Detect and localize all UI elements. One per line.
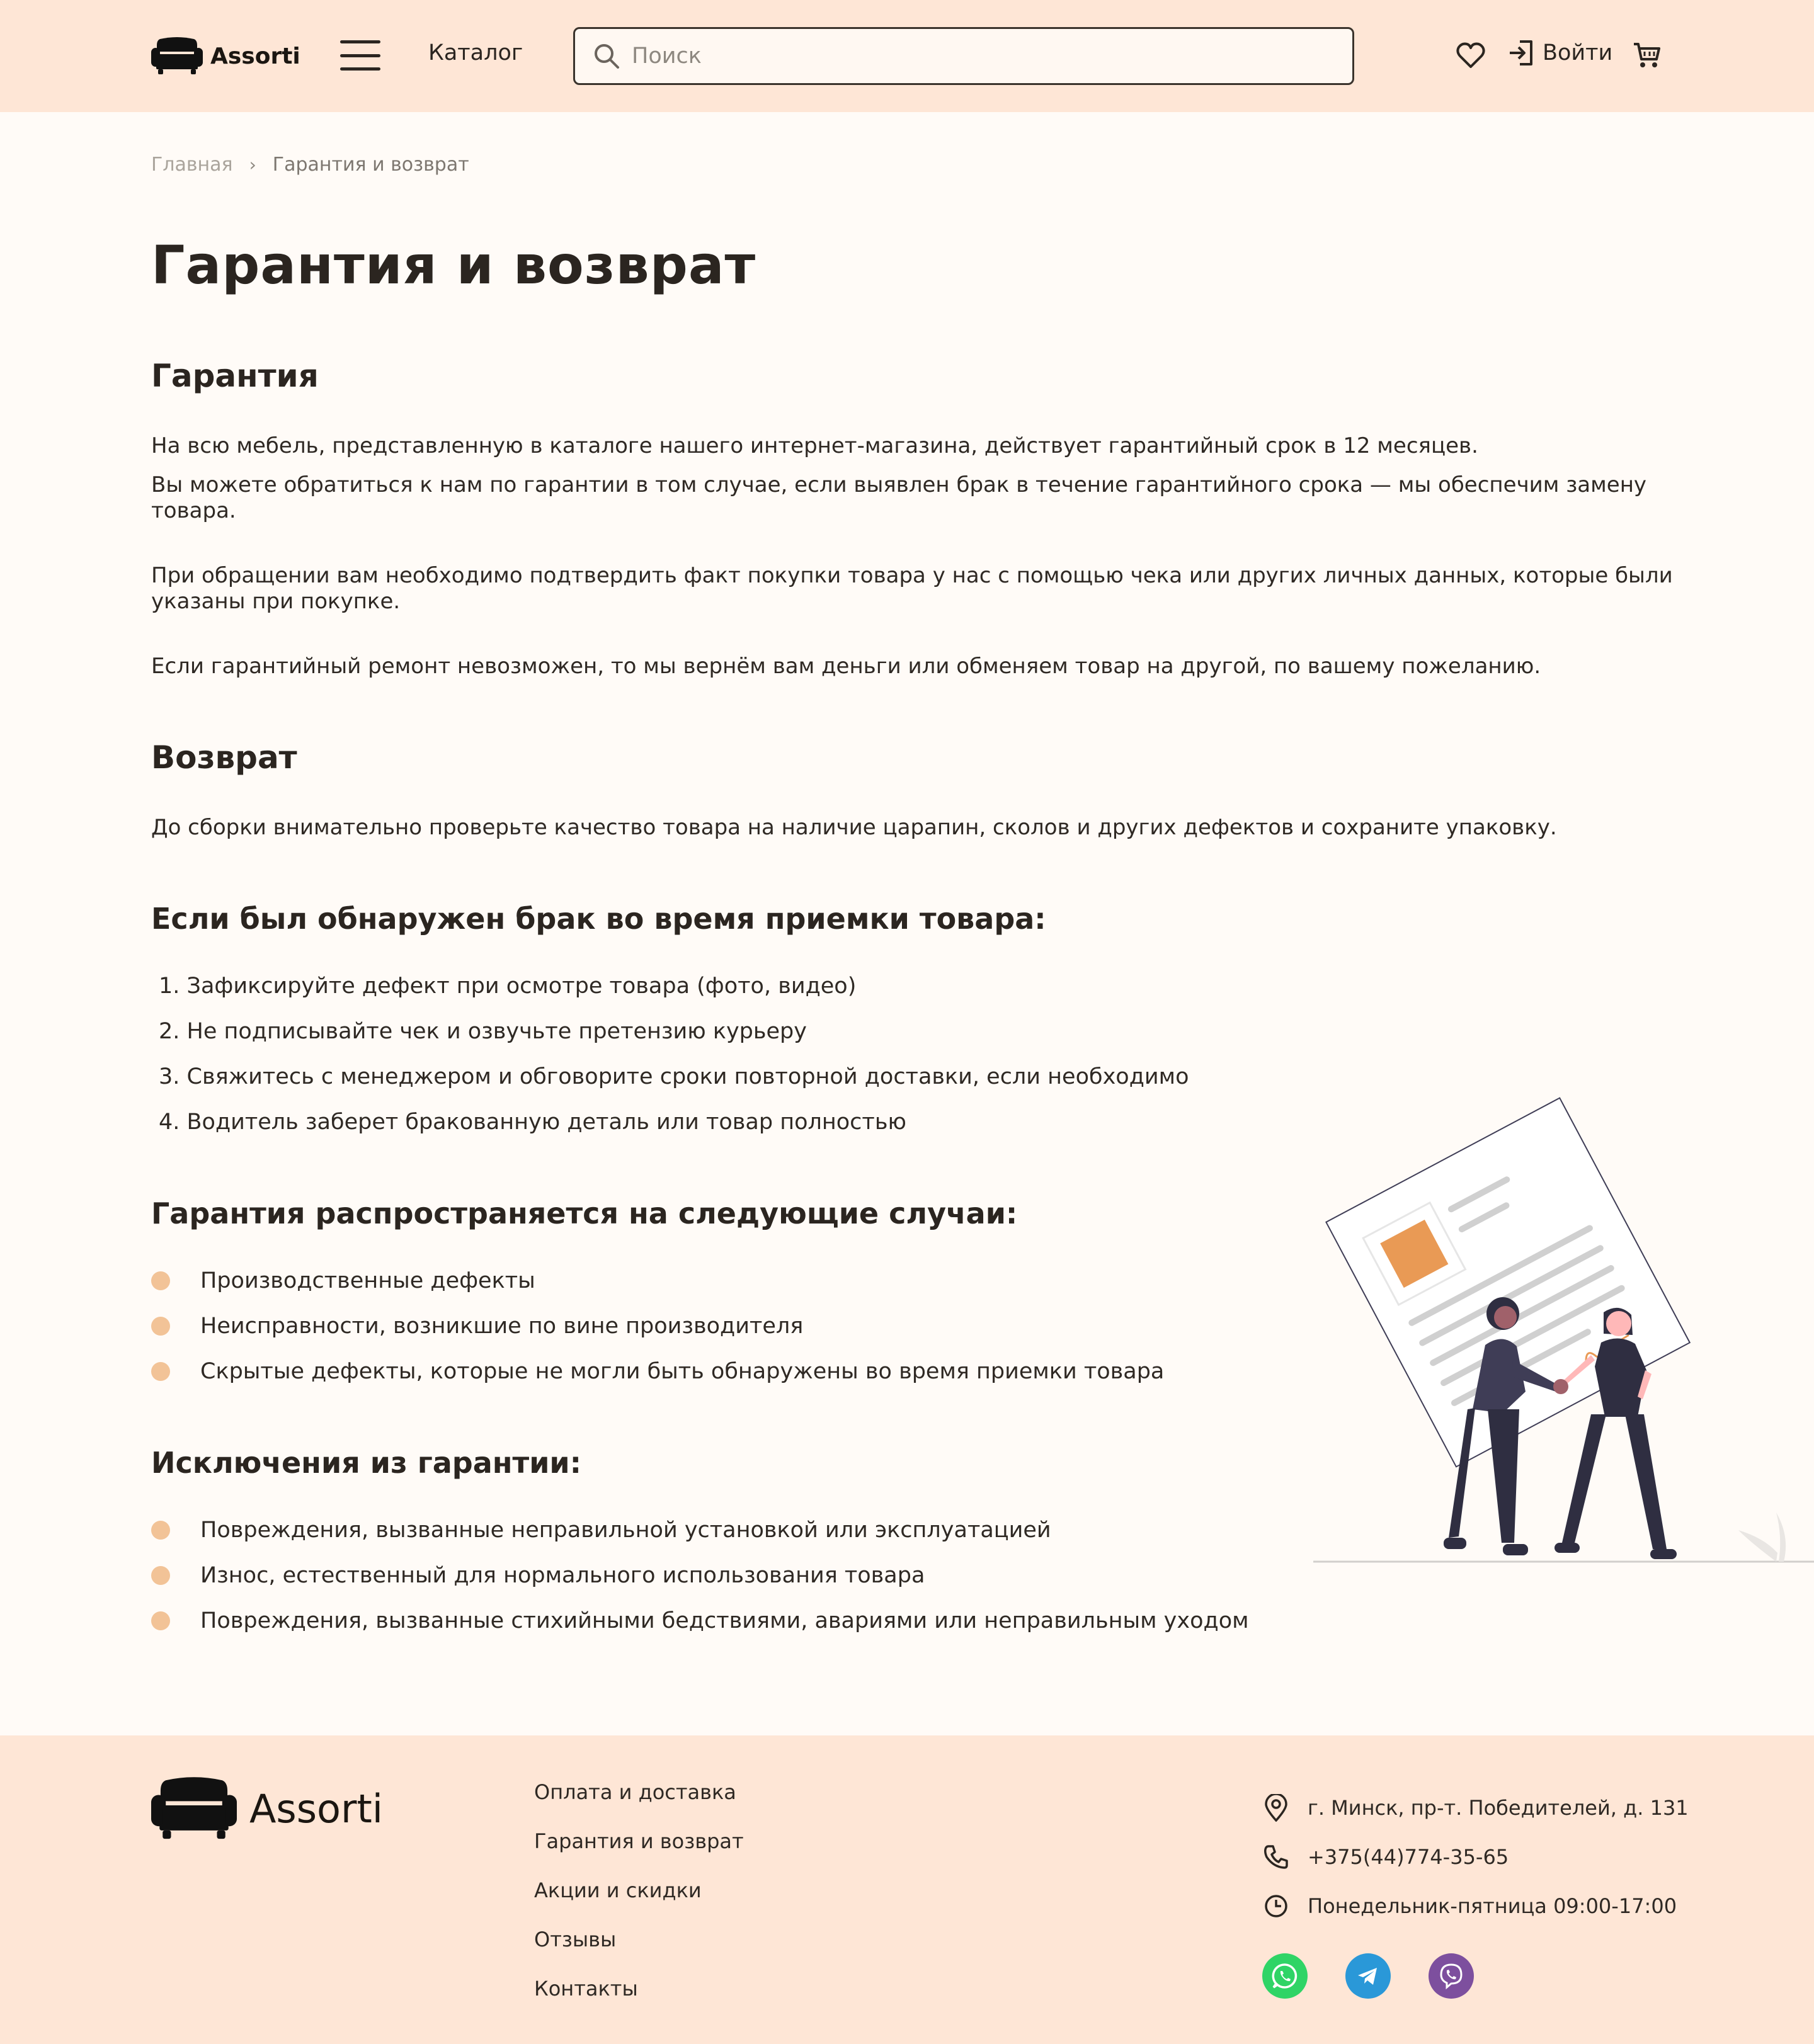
- warranty-paragraph: Вы можете обратиться к нам по гарантии в том случае, если выявлен брак в течение гарантийного срока — мы обеспечим замену товара.: [151, 472, 1647, 523]
- list-item: 2. Не подписывайте чек и озвучьте претензию курьеру: [159, 1019, 807, 1044]
- warranty-paragraph: Если гарантийный ремонт невозможен, то мы вернём вам деньги или обменяем товар на другой, по вашему пожеланию.: [151, 654, 1541, 679]
- cart-icon[interactable]: [1633, 42, 1662, 72]
- search-box[interactable]: [573, 27, 1354, 85]
- location-pin-icon: [1264, 1794, 1289, 1822]
- exclusions-heading: Исключения из гарантии:: [151, 1446, 582, 1480]
- list-item: Производственные дефекты: [151, 1258, 1164, 1303]
- bullet-dot-icon: [151, 1317, 170, 1336]
- exclusions-list: [151, 1507, 1249, 1644]
- warranty-heading: Гарантия: [151, 358, 319, 394]
- whatsapp-icon[interactable]: [1262, 1953, 1308, 1999]
- footer-links: [534, 1780, 744, 2025]
- defect-heading: Если был обнаружен брак во время приемки товара:: [151, 902, 1046, 936]
- warranty-paragraph: При обращении вам необходимо подтвердить факт покупки товара у нас с помощью чека или других личных данных, которые были указаны при покупке.: [151, 563, 1673, 614]
- hours-row: [1264, 1882, 1689, 1931]
- breadcrumb-current: Гарантия и возврат: [272, 154, 469, 176]
- handshake-contract-illustration: [1310, 1064, 1814, 1568]
- phone-icon: [1264, 1844, 1289, 1870]
- list-item: Скрытые дефекты, которые не могли быть обнаружены во время приемки товара: [151, 1349, 1164, 1394]
- footer-link-contacts[interactable]: Контакты: [534, 1977, 638, 2001]
- return-heading: Возврат: [151, 739, 297, 776]
- breadcrumb-home-link[interactable]: Главная: [151, 154, 233, 176]
- catalog-link[interactable]: Каталог: [428, 40, 523, 65]
- defect-steps-list: [151, 970, 1189, 1151]
- bullet-dot-icon: [151, 1362, 170, 1381]
- list-item: Повреждения, вызванные стихийными бедствиями, авариями или неправильным уходом: [151, 1598, 1249, 1644]
- header-logo[interactable]: [151, 34, 300, 78]
- footer-link-promotions[interactable]: Акции и скидки: [534, 1878, 702, 1902]
- telegram-icon[interactable]: [1345, 1953, 1391, 1999]
- search-icon: [593, 42, 620, 70]
- heart-icon[interactable]: [1456, 42, 1485, 72]
- list-item: Повреждения, вызванные неправильной установкой или эксплуатацией: [151, 1507, 1249, 1553]
- list-item: 3. Свяжитесь с менеджером и обговорите сроки повторной доставки, если необходимо: [159, 1064, 1189, 1089]
- search-input[interactable]: [632, 43, 1325, 69]
- login-button[interactable]: [1509, 39, 1612, 67]
- covers-list: [151, 1258, 1164, 1394]
- address-row: [1264, 1783, 1689, 1832]
- bullet-dot-icon: [151, 1566, 170, 1585]
- bullet-dot-icon: [151, 1271, 170, 1290]
- sofa-logo-icon: [151, 37, 203, 76]
- login-icon: [1509, 39, 1535, 67]
- return-paragraph: До сборки внимательно проверьте качество товара на наличие царапин, сколов и других дефектов и сохраните упаковку.: [151, 815, 1557, 840]
- footer-logo[interactable]: [151, 1776, 383, 1841]
- footer-link-payment[interactable]: Оплата и доставка: [534, 1780, 736, 1804]
- footer-link-warranty[interactable]: Гарантия и возврат: [534, 1829, 744, 1853]
- hours-text: Понедельник-пятница 09:00-17:00: [1308, 1894, 1677, 1918]
- breadcrumb: [151, 154, 469, 176]
- footer-contacts: [1264, 1783, 1689, 1931]
- social-links: [1262, 1953, 1474, 1999]
- sofa-logo-icon: [151, 1776, 237, 1841]
- phone-text: +375(44)774-35-65: [1308, 1845, 1509, 1869]
- clock-icon: [1264, 1894, 1289, 1919]
- burger-menu-icon[interactable]: [340, 38, 380, 73]
- covers-heading: Гарантия распространяется на следующие случаи:: [151, 1196, 1018, 1230]
- bullet-dot-icon: [151, 1521, 170, 1540]
- header-brand-name: Assorti: [210, 43, 300, 69]
- chevron-right-icon: ›: [249, 154, 256, 175]
- footer-link-reviews[interactable]: Отзывы: [534, 1928, 617, 1951]
- address-text: г. Минск, пр-т. Победителей, д. 131: [1308, 1796, 1689, 1820]
- list-item: Износ, естественный для нормального использования товара: [151, 1553, 1249, 1598]
- warranty-paragraph: На всю мебель, представленную в каталоге нашего интернет-магазина, действует гарантийный срок в 12 месяцев.: [151, 433, 1478, 458]
- login-label: Войти: [1543, 40, 1613, 65]
- list-item: Неисправности, возникшие по вине производителя: [151, 1303, 1164, 1349]
- list-item: 4. Водитель заберет бракованную деталь или товар полностью: [159, 1110, 906, 1135]
- phone-row[interactable]: [1264, 1832, 1689, 1882]
- bullet-dot-icon: [151, 1611, 170, 1630]
- site-header: [0, 0, 1814, 112]
- viber-icon[interactable]: [1429, 1953, 1474, 1999]
- list-item: 1. Зафиксируйте дефект при осмотре товара (фото, видео): [159, 974, 857, 999]
- site-footer: [0, 1735, 1814, 2044]
- footer-brand-name: Assorti: [249, 1785, 383, 1832]
- page-title: Гарантия и возврат: [151, 234, 756, 296]
